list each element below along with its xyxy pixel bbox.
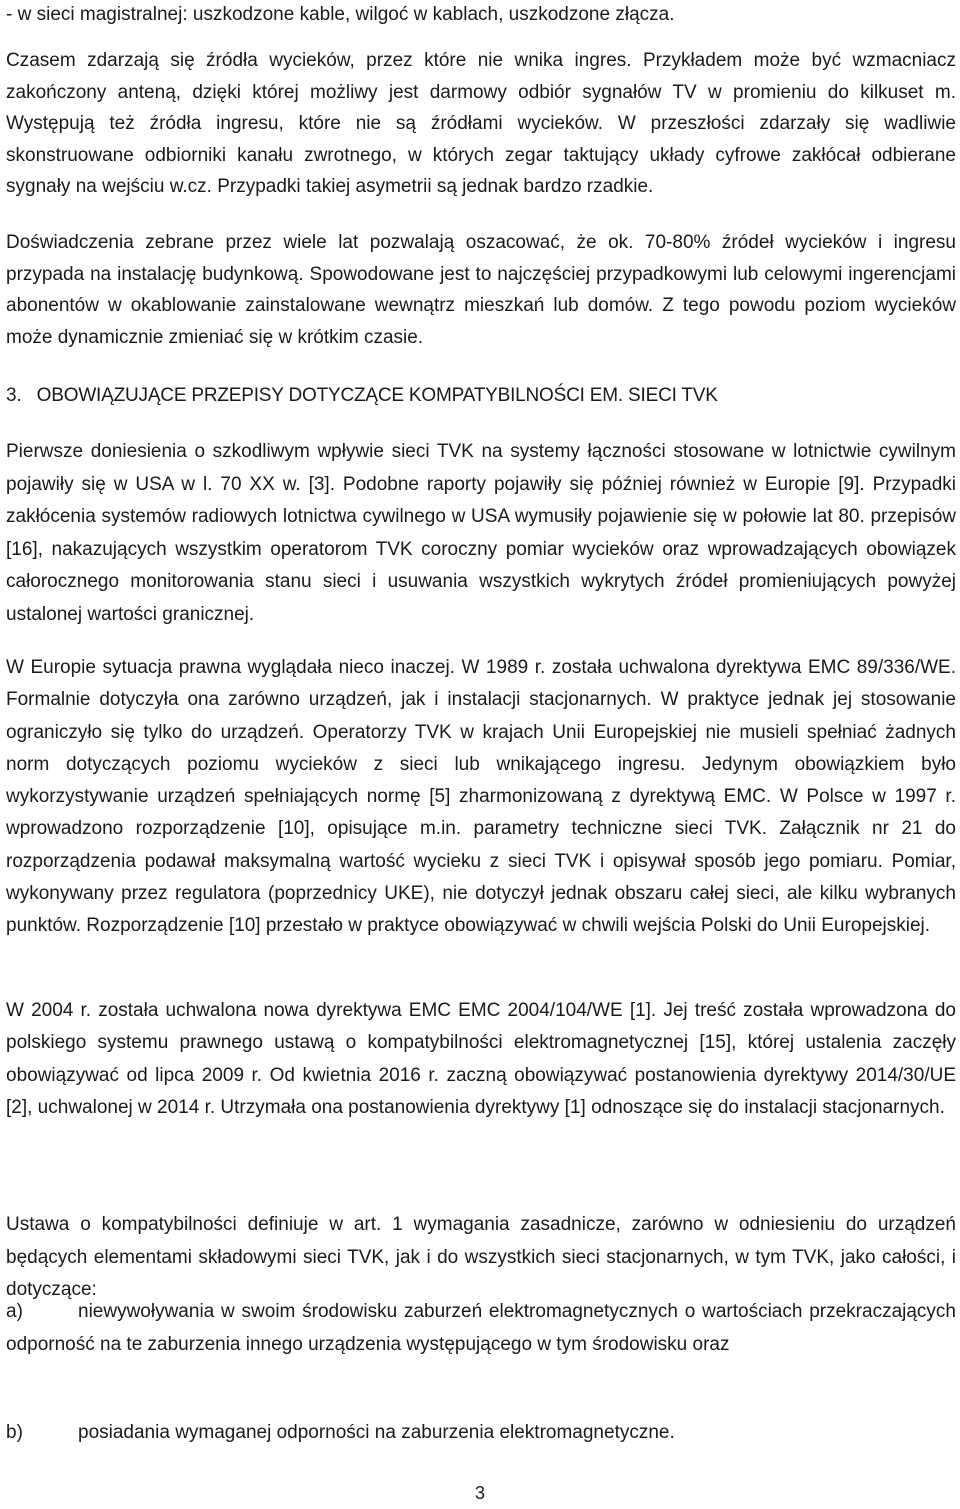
paragraph-experience: Doświadczenia zebrane przez wiele lat pozwalają oszacować, że ok. 70-80% źródeł wycieków i ingresu przypada na instalację budynkową. Spowodowane jest to najczęściej przypadkowymi lub celowymi ingerencjami abonentów w okablowanie zainstalowane wewnątrz mieszkań lub domów. Z tego powodu poziom wycieków może dynamicznie zmieniać się w krótkim czasie. <box>6 232 956 348</box>
list-item-b <box>6 1417 956 1449</box>
list-item-b-text: posiadania wymaganej odporności na zaburzenia elektromagnetyczne. <box>78 1422 675 1443</box>
paragraph-act-definition: Ustawa o kompatybilności definiuje w art. 1 wymagania zasadnicze, zarówno w odniesieniu do urządzeń będących elementami składowymi sieci TVK, jak i do wszystkich sieci stacjonarnych, w tym TVK, jako całości, i dotyczące: <box>6 1214 956 1300</box>
page-number: 3 <box>474 1483 485 1503</box>
list-item-a-text: niewywoływania w swoim środowisku zaburzeń elektromagnetycznych o wartościach przekraczających odporność na te zaburzenia innego urządzenia występującego w tym środowisku oraz <box>6 1301 956 1355</box>
paragraph-2004-directive: W 2004 r. została uchwalona nowa dyrektywa EMC EMC 2004/104/WE [1]. Jej treść została wprowadzona do polskiego systemu prawnego ustawą o kompatybilności elektromagnetycznej [15], której ustalenia zaczęły obowiązywać od lipca 2009 r. Od kwietnia 2016 r. zaczną obowiązywać postanowienia dyrektywy 2014/30/UE [2], uchwalonej w 2014 r. Utrzymała ona postanowienia dyrektywy [1] odnoszące się do instalacji stacjonarnych. <box>6 1000 956 1118</box>
paragraph-first-reports: Pierwsze doniesienia o szkodliwym wpływie sieci TVK na systemy łączności stosowane w lotnictwie cywilnym pojawiły się w USA w l. 70 XX w. [3]. Podobne raporty pojawiły się później również w Europie [9]. Przypadki zakłócenia systemów radiowych lotnictwa cywilnego w USA wymusiły pojawienie się w połowie lat 80. przepisów [16], nakazujących wszystkim operatorom TVK coroczny pomiar wycieków oraz wprowadzających obowiązek całorocznego monitorowania stanu sieci i usuwania wszystkich wykrytych źródeł promieniujących powyżej ustalonej wartości granicznej. <box>6 441 956 625</box>
section-heading: 3. OBOWIĄZUJĄCE PRZEPISY DOTYCZĄCE KOMPATYBILNOŚCI EM. SIECI TVK <box>6 385 718 406</box>
list-marker-a: a) <box>6 1301 23 1322</box>
list-marker-b: b) <box>6 1422 23 1443</box>
paragraph-europe-law: W Europie sytuacja prawna wyglądała nieco inaczej. W 1989 r. została uchwalona dyrektywa EMC 89/336/WE. Formalnie dotyczyła ona zarówno urządzeń, jak i instalacji stacjonarnych. W praktyce jednak jej stosowanie ograniczyło się tylko do urządzeń. Operatorzy TVK w krajach Unii Europejskiej nie musieli spełniać żadnych norm dotyczących poziomu wycieków z sieci lub wnikającego ingresu. Jedynym obowiązkiem było wykorzystywanie urządzeń spełniających normę [5] zharmonizowaną z dyrektywą EMC. W Polsce w 1997 r. wprowadzono rozporządzenie [10], opisujące m.in. parametry techniczne sieci TVK. Załącznik nr 21 do rozporządzenia podawał maksymalną wartość wycieku z sieci TVK i opisywał sposób jego pomiaru. Pomiar, wykonywany przez regulatora (poprzednicy UKE), nie dotyczył jednak obszaru całej sieci, ale kilku wybranych punktów. Rozporządzenie [10] przestało w praktyce obowiązywać w chwili wejścia Polski do Unii Europejskiej. <box>6 657 956 937</box>
list-item-a <box>6 1296 956 1361</box>
paragraph-leak-sources: Czasem zdarzają się źródła wycieków, przez które nie wnika ingres. Przykładem może być wzmacniacz zakończony anteną, dzięki której możliwy jest darmowy odbiór sygnałów TV w promieniu do kilkuset m. Występują też źródła ingresu, które nie są źródłami wycieków. W przeszłości zdarzały się wadliwie skonstruowane odbiorniki kanału zwrotnego, w których zegar taktujący układy cyfrowe zakłócał odbierane sygnały na wejściu w.cz. Przypadki takiej asymetrii są jednak bardzo rzadkie. <box>6 50 956 197</box>
list-line-magistral: - w sieci magistralnej: uszkodzone kable, wilgoć w kablach, uszkodzone złącza. <box>6 4 675 25</box>
